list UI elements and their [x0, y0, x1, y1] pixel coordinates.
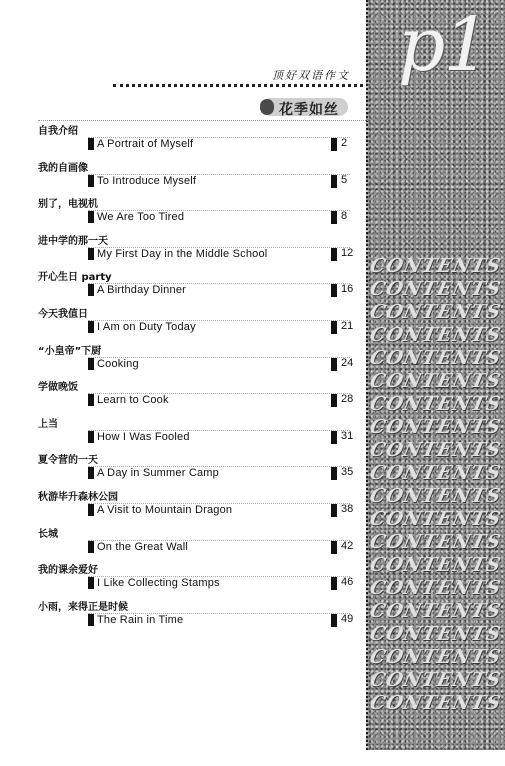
toc-entry[interactable]: [38, 122, 358, 158]
chinese-title: 我的课余爱好: [38, 565, 98, 577]
page-number: 28: [341, 393, 354, 406]
page-number: 35: [341, 466, 354, 479]
toc-entry[interactable]: [38, 488, 358, 524]
toc-entry[interactable]: [38, 159, 358, 195]
contents-word: CONTENTS: [367, 623, 504, 645]
contents-word: CONTENTS: [367, 531, 504, 553]
chinese-title: 秋游毕升森林公园: [38, 492, 118, 503]
page-number: 49: [341, 612, 354, 625]
contents-word: CONTENTS: [367, 439, 504, 461]
contents-word: CONTENTS: [367, 255, 504, 277]
page-number: 8: [341, 210, 348, 223]
page-number: 12: [341, 246, 354, 259]
english-title: On the Great Wall: [97, 540, 189, 553]
contents-word: CONTENTS: [367, 416, 504, 438]
contents-word: CONTENTS: [367, 324, 504, 346]
page-marker: [331, 138, 337, 151]
page-marker: [331, 175, 337, 188]
chinese-title: 学做晚饭: [38, 382, 78, 394]
entry-marker: [88, 358, 94, 370]
page-marker: [331, 284, 337, 297]
english-title: A Portrait of Myself: [97, 138, 194, 150]
toc-entry[interactable]: [38, 305, 358, 341]
english-title: A Birthday Dinner: [97, 284, 186, 297]
contents-word: CONTENTS: [367, 347, 504, 369]
entry-marker: [88, 138, 94, 150]
contents-word: CONTENTS: [367, 577, 504, 599]
chinese-title: 长城: [38, 528, 58, 540]
english-title: To Introduce Myself: [97, 174, 197, 187]
page-marker: [331, 358, 337, 371]
entry-marker: [88, 248, 94, 260]
chinese-title: 进中学的那一天: [38, 235, 108, 247]
contents-word: CONTENTS: [367, 692, 504, 714]
strip-border: [366, 0, 368, 750]
page-marker: [331, 614, 337, 627]
entry-marker: [88, 175, 94, 187]
english-title: How I Was Fooled: [97, 430, 190, 443]
page-number: 2: [341, 137, 348, 149]
page-marker: [331, 431, 337, 444]
toc-entry[interactable]: [38, 232, 358, 268]
contents-watermark: [367, 255, 504, 715]
page-marker: [331, 321, 337, 334]
english-title: I Like Collecting Stamps: [97, 577, 220, 590]
english-title: The Rain in Time: [97, 613, 184, 626]
contents-word: CONTENTS: [367, 508, 504, 530]
contents-word: CONTENTS: [367, 370, 504, 392]
english-title: A Visit to Mountain Dragon: [97, 504, 233, 516]
toc-entry[interactable]: [38, 378, 358, 414]
page-number: 24: [341, 356, 354, 369]
english-title: Cooking: [97, 357, 139, 370]
page-marker: [331, 467, 337, 480]
contents-word: CONTENTS: [367, 669, 504, 691]
entry-marker: [88, 614, 94, 626]
entry-marker: [88, 541, 94, 553]
entry-marker: [88, 321, 94, 333]
chinese-title: 今天我值日: [38, 309, 88, 320]
toc-entry[interactable]: [38, 268, 358, 304]
contents-word: CONTENTS: [367, 301, 504, 323]
page-number: 21: [341, 320, 354, 332]
page-number: 38: [341, 503, 354, 515]
entry-marker: [88, 431, 94, 443]
toc-entry[interactable]: [38, 598, 358, 634]
toc-entry[interactable]: [38, 195, 358, 231]
english-title: My First Day in the Middle School: [97, 247, 268, 260]
entry-marker: [88, 284, 94, 296]
chinese-title: 上当: [38, 418, 58, 430]
page-number: 42: [341, 539, 354, 552]
entry-marker: [88, 467, 94, 479]
page-label: p1: [398, 2, 489, 88]
contents-word: CONTENTS: [367, 462, 504, 484]
chinese-title: 别了，电视机: [38, 199, 98, 211]
entry-marker: [88, 504, 94, 516]
page-marker: [331, 504, 337, 517]
contents-word: CONTENTS: [367, 278, 504, 300]
toc-entry[interactable]: [38, 561, 358, 597]
entry-marker: [88, 394, 94, 406]
chinese-title: 小雨，来得正是时候: [38, 601, 128, 613]
chinese-title: 夏令营的一天: [38, 455, 98, 467]
contents-word: CONTENTS: [367, 554, 504, 576]
series-title: 顶好双语作文: [272, 69, 350, 82]
toc-entry[interactable]: [38, 525, 358, 561]
section-title: 花季如丝: [279, 102, 339, 118]
toc-entry[interactable]: [38, 451, 358, 487]
page-marker: [331, 248, 337, 261]
page-marker: [331, 577, 337, 590]
page-number: 31: [341, 429, 354, 442]
contents-word: CONTENTS: [367, 393, 504, 415]
chinese-title: 自我介绍: [38, 126, 78, 137]
chinese-title: “小皇帝”下厨: [38, 345, 102, 357]
chinese-title: 开心生日 party: [38, 272, 112, 284]
page-number: 16: [341, 283, 354, 296]
english-title: Learn to Cook: [97, 394, 169, 407]
chinese-title: 我的自画像: [38, 162, 88, 174]
page-marker: [331, 211, 337, 224]
contents-word: CONTENTS: [367, 600, 504, 622]
page-number: 46: [341, 576, 354, 589]
english-title: I Am on Duty Today: [97, 321, 196, 333]
contents-word: CONTENTS: [367, 646, 504, 668]
toc-entry[interactable]: [38, 342, 358, 378]
page-marker: [331, 541, 337, 554]
english-title: We Are Too Tired: [97, 211, 185, 224]
entry-marker: [88, 211, 94, 223]
page-number: 5: [341, 173, 348, 186]
english-title: A Day in Summer Camp: [97, 467, 219, 480]
toc-entry[interactable]: [38, 415, 358, 451]
page-marker: [331, 394, 337, 407]
contents-word: CONTENTS: [367, 485, 504, 507]
entry-marker: [88, 577, 94, 589]
